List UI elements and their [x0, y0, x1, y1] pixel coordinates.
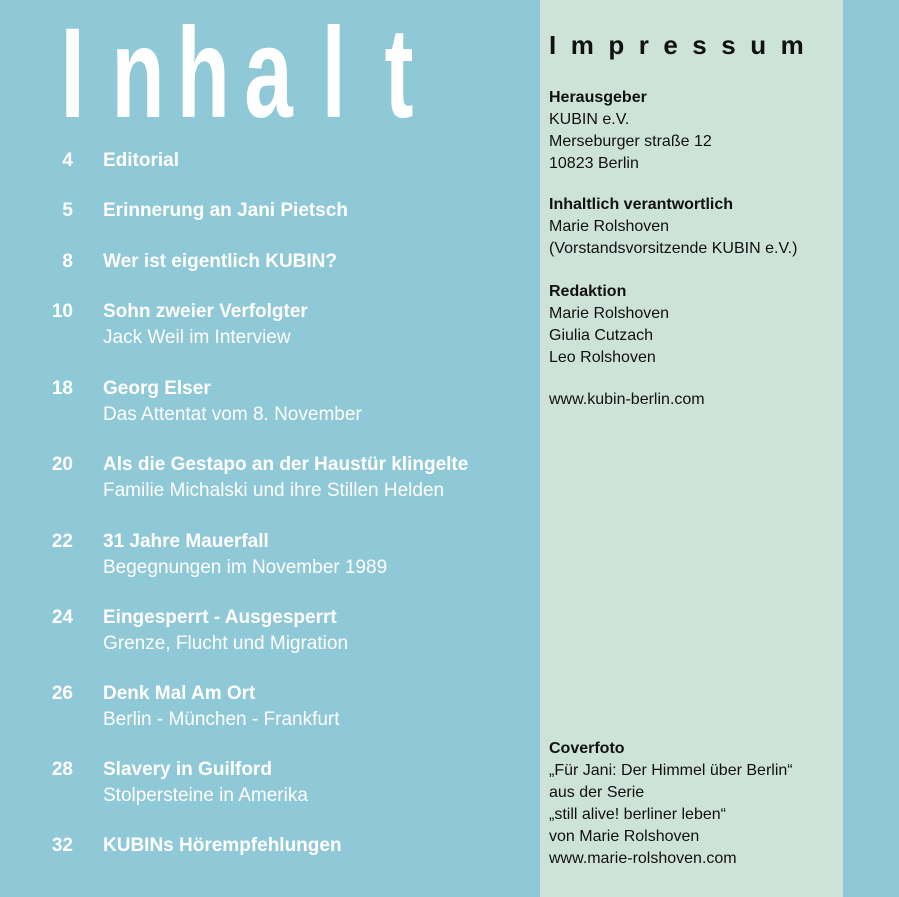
publisher-line: 10823 Berlin [549, 155, 639, 172]
toc-page-number: 18 [51, 378, 73, 399]
editorial-team-block [549, 281, 839, 369]
toc-subtitle: Stolpersteine in Amerika [103, 785, 308, 806]
heading-letter: l [321, 2, 346, 145]
toc-subtitle: Grenze, Flucht und Migration [103, 633, 349, 654]
toc-title: Eingesperrt - Ausgesperrt [103, 607, 337, 628]
publisher-line: Merseburger straße 12 [549, 133, 712, 150]
editorial-team-member: Leo Rolshoven [549, 349, 656, 366]
toc-subtitle: Familie Michalski und ihre Stillen Helden [103, 480, 445, 501]
toc-title: Editorial [103, 150, 180, 171]
toc-page-number: 20 [51, 454, 73, 475]
cover-photo-line: von Marie Rolshoven [549, 828, 700, 845]
editorial-team-heading: Redaktion [549, 283, 627, 300]
responsible-block [549, 194, 839, 260]
website-link[interactable]: www.kubin-berlin.com [549, 391, 705, 408]
impressum-heading: Impressum [549, 30, 819, 60]
toc-title: Slavery in Guilford [103, 759, 272, 780]
toc-title: 31 Jahre Mauerfall [103, 531, 269, 552]
toc-subtitle: Begegnungen im November 1989 [103, 557, 388, 578]
right-edge-strip [843, 0, 899, 897]
editorial-team-member: Marie Rolshoven [549, 305, 670, 322]
toc-page-number: 28 [51, 759, 73, 780]
publisher-block [549, 87, 839, 175]
toc-title: Denk Mal Am Ort [103, 683, 256, 704]
heading-letter: I [60, 2, 85, 145]
cover-photo-line: „still alive! berliner leben“ [549, 806, 726, 823]
toc-title: Wer ist eigentlich KUBIN? [103, 251, 338, 272]
toc-page-number: 8 [62, 251, 73, 272]
responsible-line: Marie Rolshoven [549, 218, 670, 235]
toc-title: Georg Elser [103, 378, 211, 399]
cover-photo-block [549, 738, 839, 870]
cover-photo-heading: Coverfoto [549, 740, 625, 757]
heading-letter: t [384, 2, 414, 145]
publisher-line: KUBIN e.V. [549, 111, 630, 128]
website-block [549, 389, 839, 411]
toc-subtitle: Das Attentat vom 8. November [103, 404, 362, 425]
editorial-team-member: Giulia Cutzach [549, 327, 654, 344]
heading-letter: h [176, 2, 230, 145]
toc-title: Sohn zweier Verfolgter [103, 301, 308, 322]
toc-page-number: 10 [51, 301, 73, 322]
toc-page-number: 4 [62, 150, 73, 171]
toc-title: KUBINs Hörempfehlungen [103, 835, 342, 856]
toc-page-number: 22 [51, 531, 73, 552]
toc-page-number: 26 [51, 683, 73, 704]
publisher-heading: Herausgeber [549, 89, 647, 106]
cover-photo-website-link[interactable]: www.marie-rolshoven.com [549, 850, 737, 867]
cover-photo-line: „Für Jani: Der Himmel über Berlin“ [549, 762, 793, 779]
toc-subtitle: Berlin - München - Frankfurt [103, 709, 340, 730]
cover-photo-line: aus der Serie [549, 784, 645, 801]
toc-page-number: 5 [62, 200, 73, 221]
responsible-heading: Inhaltlich verantwortlich [549, 196, 734, 213]
toc-subtitle: Jack Weil im Interview [103, 327, 291, 348]
heading-letter: a [244, 2, 293, 145]
toc-title: Als die Gestapo an der Haustür klingelte [103, 454, 469, 475]
toc-page-number: 24 [51, 607, 73, 628]
heading-letter: n [111, 2, 165, 145]
toc-page-number: 32 [51, 835, 73, 856]
toc-title: Erinnerung an Jani Pietsch [103, 200, 348, 221]
responsible-line: (Vorstandsvorsitzende KUBIN e.V.) [549, 240, 798, 257]
contents-heading [40, 2, 414, 145]
